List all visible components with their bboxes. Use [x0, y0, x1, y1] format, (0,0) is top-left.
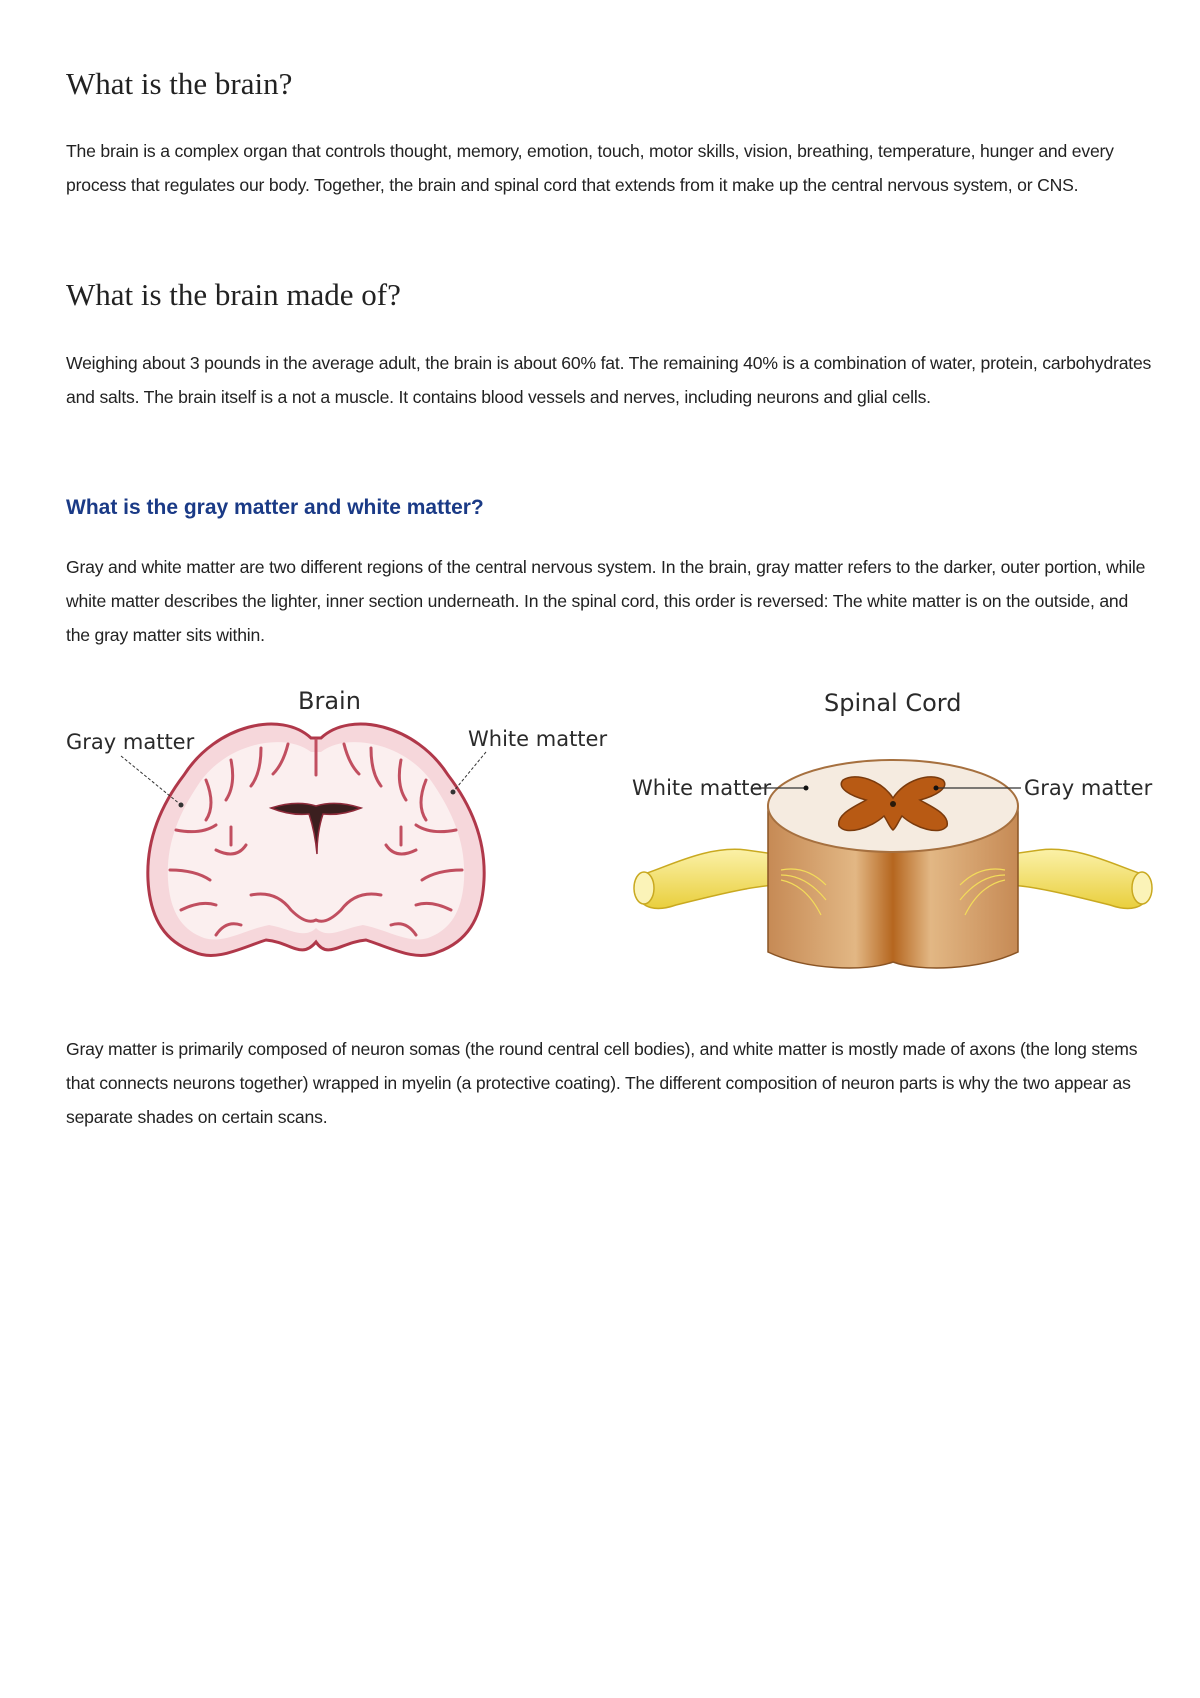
nerve-root-left-end — [634, 872, 654, 904]
brain-gray-matter-leader — [121, 756, 181, 805]
heading-brain-made-of: What is the brain made of? — [66, 277, 401, 312]
heading-what-is-brain: What is the brain? — [66, 66, 293, 101]
heading-gray-white-matter: What is the gray matter and white matter? — [66, 496, 484, 519]
nerve-root-right — [1005, 849, 1148, 908]
brain-white-matter-leader — [453, 752, 486, 792]
spinal-gray-matter-label: Gray matter — [1024, 776, 1153, 800]
spinal-gray-matter-dot — [934, 786, 939, 791]
spinal-white-matter-dot — [804, 786, 809, 791]
brain-gray-matter-label: Gray matter — [66, 730, 195, 754]
brain-white-matter-dot — [451, 790, 456, 795]
paragraph-what-is-brain: The brain is a complex organ that controls thought, memory, emotion, touch, motor skills, vision, breathing, temperature, hunger and every process that regulates our body. Together, the brain and spinal cord that extends from it make up the central nervous system, or CNS. — [66, 141, 1114, 195]
spinal-white-matter-label: White matter — [632, 776, 772, 800]
figure-illustration — [66, 680, 1156, 990]
nerve-root-left — [638, 849, 781, 908]
brain-gray-matter-dot — [179, 803, 184, 808]
central-canal — [890, 801, 896, 807]
brain-title: Brain — [298, 687, 361, 715]
spinal-cord-diagram — [632, 689, 1153, 968]
paragraph-gray-white-matter: Gray and white matter are two different regions of the central nervous system. In the brain, gray matter refers to the darker, outer portion, while white matter describes the lighter, inner section underneath. In the spinal cord, this order is reversed: The white matter is on the outside, and the gray matter sits within. — [66, 557, 1146, 645]
brain-spinal-cord-figure — [66, 680, 1156, 990]
nerve-root-right-end — [1132, 872, 1152, 904]
brain-diagram — [66, 687, 607, 955]
paragraph-brain-made-of: Weighing about 3 pounds in the average adult, the brain is about 60% fat. The remaining 40% is a combination of water, protein, carbohydrates and salts. The brain itself is a not a muscle. It contains blood vessels and nerves, including neurons and glial cells. — [66, 353, 1152, 407]
paragraph-matter-composition: Gray matter is primarily composed of neuron somas (the round central cell bodies), and white matter is mostly made of axons (the long stems that connects neurons together) wrapped in myelin (a protective coating). The different composition of neuron parts is why the two appear as separate shades on certain scans. — [66, 1039, 1138, 1127]
spinal-cord-title: Spinal Cord — [824, 689, 962, 717]
brain-white-matter-label: White matter — [468, 727, 608, 751]
